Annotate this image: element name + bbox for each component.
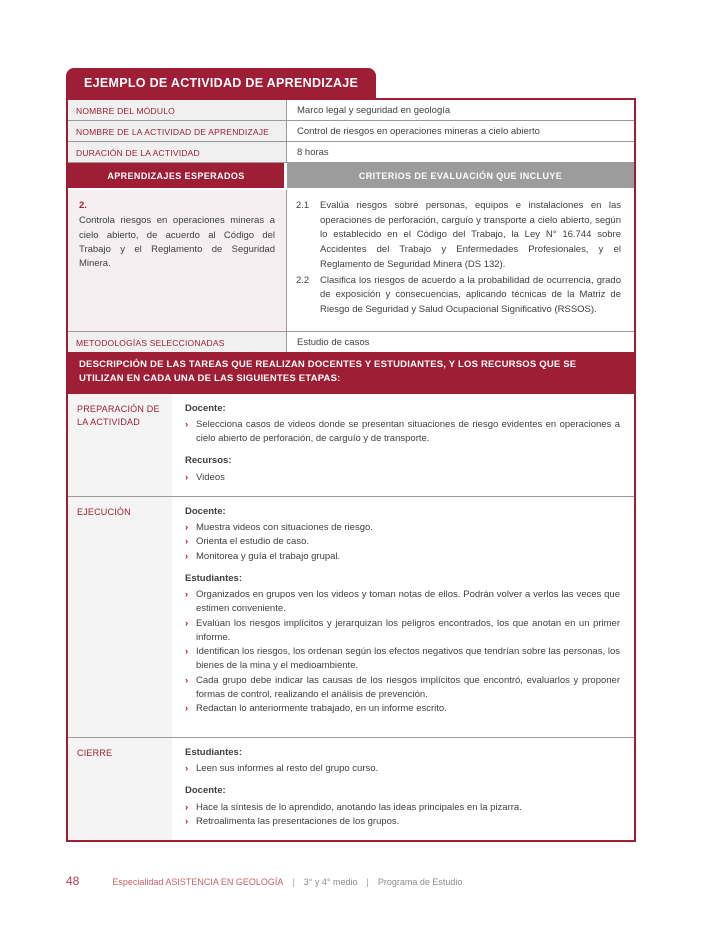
stage-row-cierre — [68, 738, 634, 840]
criterion-item — [296, 199, 621, 273]
criterion-number: 2.2 — [296, 274, 310, 286]
module-label: NOMBRE DEL MÓDULO — [68, 100, 287, 120]
table-row-methodology — [68, 332, 634, 352]
learning-criteria-row — [68, 190, 634, 332]
table-row-activity-name — [68, 121, 634, 142]
bullet-icon: › — [185, 536, 189, 548]
learning-number: 2. — [79, 200, 87, 211]
list-item — [185, 535, 620, 549]
evaluation-criteria-header: CRITERIOS DE EVALUACIÓN QUE INCLUYE — [287, 163, 634, 188]
criterion-text: Evalúa riesgos sobre personas, equipos e instalaciones en las operaciones de perforación, carguío y transporte a cielo abierto, según lo establecido en el Código del Trabajo, la Ley N° 16.744 sobre Accidentes del Trabajo y Enfermedades Profesionales, y el Reglamento de Seguridad Minera (DS 132). — [320, 200, 621, 270]
bullet-icon: › — [185, 471, 189, 483]
learning-description: Controla riesgos en operaciones mineras a cielo abierto, de acuerdo al Código del Trabajo y el Reglamento de Seguridad Minera. — [79, 215, 275, 269]
bullet-icon: › — [185, 674, 189, 686]
group-heading: Docente: — [185, 785, 226, 797]
criterion-item — [296, 274, 621, 318]
footer-grade: 3° y 4° medio — [303, 877, 358, 887]
methodology-value: Estudio de casos — [297, 337, 370, 348]
bullet-text: Videos — [196, 471, 225, 483]
group-heading: Recursos: — [185, 455, 232, 467]
bullet-icon: › — [185, 703, 189, 714]
criterion-text: Clasifica los riesgos de acuerdo a la probabilidad de ocurrencia, grado de exposición y consecuencias, aplicando técnicas de la Matriz de Riesgo de Seguridad y Salud Ocupacional Significativo (RSSOS). — [320, 274, 621, 316]
list-item — [185, 674, 620, 703]
criterion-number: 2.1 — [296, 200, 310, 211]
group-heading: Docente: — [185, 402, 226, 414]
criteria-cell — [287, 190, 634, 331]
footer-program: Programa de Estudio — [377, 877, 463, 887]
activity-document — [66, 68, 636, 842]
bullet-text: Selecciona casos de videos donde se presentan situaciones de riesgo evidentes en operaciones a cielo abierto de perforación, de carguío y de transporte. — [196, 418, 620, 444]
bullet-text: Orienta el estudio de caso. — [196, 536, 310, 548]
bullet-icon: › — [185, 815, 189, 827]
bullet-icon: › — [185, 617, 189, 629]
footer-specialty: Especialidad ASISTENCIA EN GEOLOGÍA — [112, 877, 284, 887]
bullet-icon: › — [185, 589, 189, 600]
bullet-text: Evalúan los riesgos implícitos y jerarquizan los peligros encontrados, los que anotan en un primer informe. — [196, 617, 620, 643]
list-item — [185, 702, 620, 716]
role-group-recursos — [185, 454, 620, 485]
expected-learning-cell — [68, 190, 287, 331]
module-value: Marco legal y seguridad en geología — [297, 105, 451, 116]
duration-label: DURACIÓN DE LA ACTIVIDAD — [68, 142, 287, 162]
list-item — [185, 801, 620, 815]
role-group-docente — [185, 784, 620, 829]
bullet-text: Organizados en grupos ven los videos y toman notas de ellos. Podrán volver a verlos las veces que estimen conveniente. — [196, 589, 620, 615]
list-item — [185, 762, 620, 776]
page-footer — [66, 874, 666, 888]
footer-separator: | — [292, 877, 295, 887]
bullet-icon: › — [185, 801, 189, 813]
list-item — [185, 550, 620, 564]
bullet-text: Muestra videos con situaciones de riesgo. — [196, 522, 373, 533]
group-heading: Estudiantes: — [185, 572, 243, 584]
footer-separator: | — [366, 877, 369, 887]
stage-content — [172, 738, 634, 840]
role-group-docente — [185, 505, 620, 564]
group-heading: Docente: — [185, 505, 226, 517]
bullet-icon: › — [185, 522, 189, 533]
stage-row-preparacion — [68, 394, 634, 497]
role-group-estudiantes — [185, 746, 620, 777]
bullet-text: Cada grupo debe indicar las causas de los riesgos implícitos que encontró, evaluarlos y proponer formas de control, realizando el análisis de prevención. — [196, 674, 620, 700]
table-row-module — [68, 100, 634, 121]
bullet-text: Hace la síntesis de lo aprendido, anotando las ideas principales en la pizarra. — [196, 801, 522, 813]
role-group-docente — [185, 402, 620, 447]
activity-name-label: NOMBRE DE LA ACTIVIDAD DE APRENDIZAJE — [68, 121, 287, 141]
stage-label: EJECUCIÓN — [68, 497, 172, 737]
bullet-text: Identifican los riesgos, los ordenan según los efectos negativos que tendrían sobre las personas, los bienes de la mina y el medioambiente. — [196, 646, 620, 672]
duration-value: 8 horas — [297, 147, 329, 158]
activity-table — [66, 98, 636, 842]
bullet-text: Redactan lo anteriormente trabajado, en un informe escrito. — [196, 703, 447, 714]
list-item — [185, 815, 620, 829]
page-number: 48 — [66, 874, 80, 888]
bullet-icon: › — [185, 418, 189, 430]
bullet-text: Leen sus informes al resto del grupo curso. — [196, 763, 379, 774]
role-group-estudiantes — [185, 572, 620, 717]
bullet-text: Retroalimenta las presentaciones de los grupos. — [196, 815, 400, 827]
stage-content — [172, 394, 634, 496]
methodology-label: METODOLOGÍAS SELECCIONADAS — [68, 332, 287, 352]
tasks-description-banner: DESCRIPCIÓN DE LAS TAREAS QUE REALIZAN DOCENTES Y ESTUDIANTES, Y LOS RECURSOS QUE SE UTILIZAN EN CADA UNA DE LAS SIGUIENTES ETAPAS: — [68, 352, 634, 394]
list-item — [185, 645, 620, 674]
expected-learning-header: APRENDIZAJES ESPERADOS — [68, 163, 287, 188]
page-title: EJEMPLO DE ACTIVIDAD DE APRENDIZAJE — [66, 68, 376, 98]
bullet-icon: › — [185, 646, 189, 657]
list-item — [185, 617, 620, 646]
table-row-duration — [68, 142, 634, 163]
table-header-row — [68, 163, 634, 190]
stage-label: CIERRE — [68, 738, 172, 840]
stage-content — [172, 497, 634, 737]
bullet-icon: › — [185, 763, 189, 774]
group-heading: Estudiantes: — [185, 746, 243, 758]
list-item — [185, 588, 620, 617]
activity-name-value: Control de riesgos en operaciones mineras a cielo abierto — [297, 126, 540, 137]
list-item — [185, 418, 620, 447]
stage-label: PREPARACIÓN DE LA ACTIVIDAD — [68, 394, 172, 496]
list-item — [185, 521, 620, 535]
list-item — [185, 471, 620, 485]
stage-row-ejecucion — [68, 497, 634, 738]
bullet-text: Monitorea y guía el trabajo grupal. — [196, 550, 341, 562]
bullet-icon: › — [185, 550, 189, 562]
